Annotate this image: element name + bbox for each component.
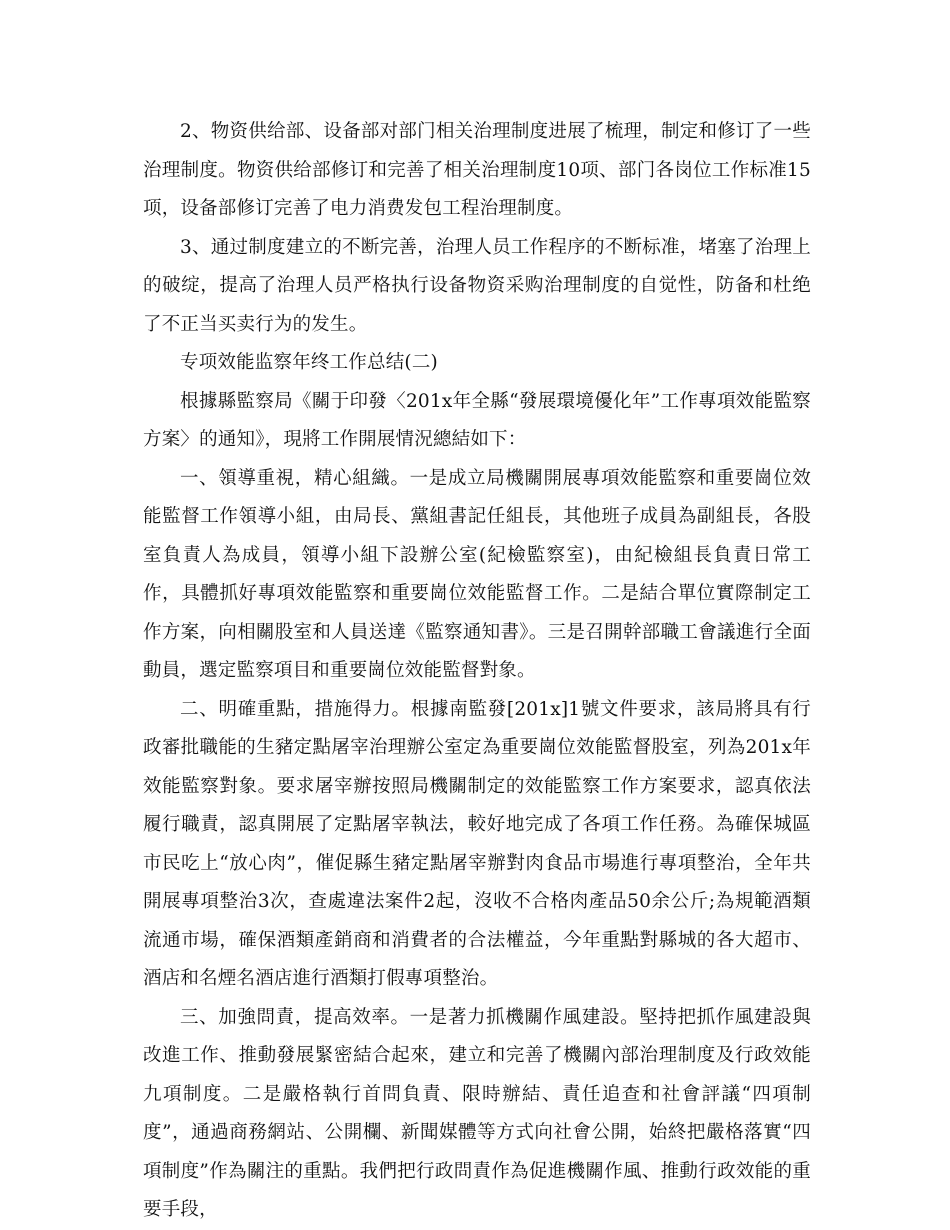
paragraph-procurement-system: 2、物资供给部、设备部对部门相关治理制度进展了梳理，制定和修订了一些治理制度。物资供给部修订和完善了相关治理制度10项、部门各岗位工作标准15项，设备部修订完善了电力消费发包工程治理制度。 [143,121,811,219]
paragraph-intro: 根據縣監察局《關于印發〈201x年全縣“發展環境優化年”工作專項效能監察方案〉的通知》，現將工作開展情況總結如下： [143,390,811,450]
section-heading: 专项效能监察年终工作总结(二) [180,352,438,373]
paragraph-leadership: 一、領導重視，精心組織。一是成立局機關開展專項效能監察和重要崗位效能監督工作領導小組，由局長、黨組書記任組長，其他班子成員為副組長，各股室負責人為成員，領導小組下設辦公室(紀檢監察室)，由紀檢組長負責日常工作，具體抓好專項效能監察和重要崗位效能監督工作。二是結合單位實際制定工作方案，向相關股室和人員送達《監察通知書》。三是召開幹部職工會議進行全面動員，選定監察項目和重要崗位效能監督對象。 [143,467,811,681]
paragraph-key-points: 二、明確重點，措施得力。根據南監發[201x]1號文件要求，該局將具有行政審批職能的生豬定點屠宰治理辦公室定為重要崗位效能監督股室，列為201x年效能監察對象。要求屠宰辦按照局機關制定的效能監察工作方案要求，認真依法履行職責，認真開展了定點屠宰執法，較好地完成了各項工作任務。為確保城區市民吃上“放心肉”，催促縣生豬定點屠宰辦對肉食品市場進行專項整治，全年共開展專項整治3次，查處違法案件2起，沒收不合格肉產品50余公斤;為規範酒類流通市場，確保酒類產銷商和消費者的合法權益，今年重點對縣城的各大超市、酒店和名煙名酒店進行酒類打假專項整治。 [143,698,811,989]
paragraph-system-improvement: 3、通过制度建立的不断完善，治理人员工作程序的不断标准，堵塞了治理上的破绽，提高了治理人员严格执行设备物资采购治理制度的自觉性，防备和杜绝了不正当买卖行为的发生。 [143,236,811,335]
document-body [143,113,811,1230]
paragraph-accountability: 三、加強問責，提高效率。一是著力抓機關作風建設。堅持把抓作風建設與改進工作、推動發展緊密結合起來，建立和完善了機關內部治理制度及行政效能九項制度。二是嚴格執行首問負責、限時辦結、責任追查和社會評議“四項制度”，通過商務網站、公開欄、新聞媒體等方式向社會公開，始終把嚴格落實“四項制度”作為關注的重點。我們把行政問責作為促進機關作風、推動行政效能的重要手段， [143,1006,811,1220]
